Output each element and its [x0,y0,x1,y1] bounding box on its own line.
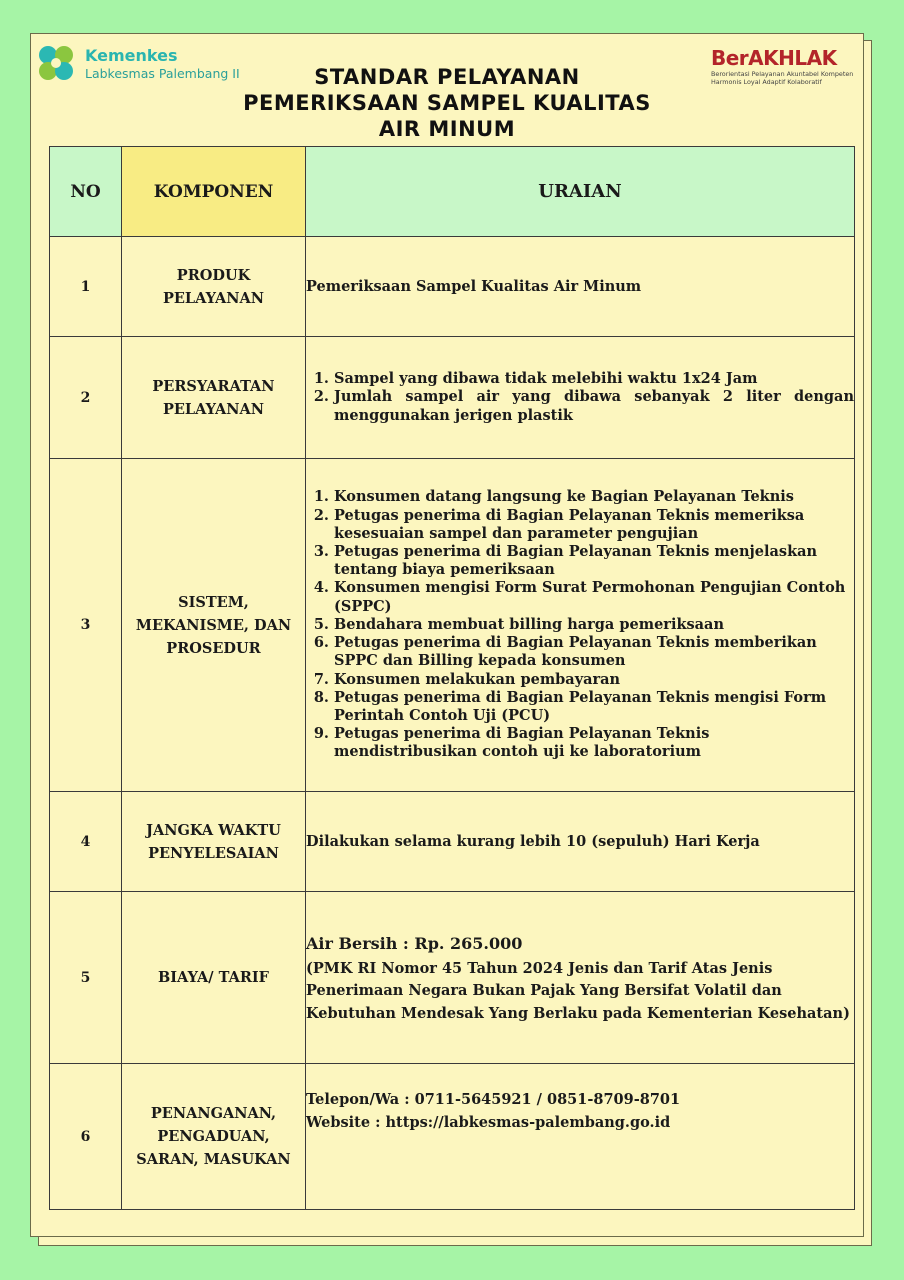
requirements-list [306,370,854,425]
komponen-line: PENANGANAN, [150,1105,277,1122]
table-row [50,459,855,792]
row-uraian [306,337,855,459]
table-row [50,337,855,459]
komponen-line: PENYELESAIAN [148,844,279,862]
list-item: 7. Konsumen melakukan pembayaran [334,671,854,689]
row-komponen [122,459,306,792]
komponen-line: PRODUK [176,266,251,284]
header-uraian: URAIAN [306,147,855,237]
row-komponen [122,892,306,1064]
komponen-line: SISTEM, [178,593,249,611]
list-item: 8. Petugas penerima di Bagian Pelayanan Teknis mengisi Form Perintah Contoh Uji (PCU) [334,689,854,725]
row-komponen [122,337,306,459]
tariff-note-line: Penerimaan Negara Bukan Pajak Yang Bersifat Volatil dan [306,982,782,1000]
procedure-list [306,488,854,761]
table-header-row [50,147,855,237]
service-standard-table [49,146,855,1210]
komponen-line: BIAYA/ TARIF [158,969,269,986]
row-uraian: Pemeriksaan Sampel Kualitas Air Minum [306,237,855,337]
komponen-line: PENGADUAN, [157,1128,270,1145]
service-standard-sheet [30,33,864,1237]
contact-website[interactable]: Website : https://labkesmas-palembang.go.id [306,1114,671,1131]
list-item: 9. Petugas penerima di Bagian Pelayanan Teknis mendistribusikan contoh uji ke laboratorium [334,725,854,761]
table-row [50,892,855,1064]
table-row [50,792,855,892]
list-item: 5. Bendahara membuat billing harga pemeriksaan [334,616,854,634]
row-komponen [122,792,306,892]
logo-unit: Labkesmas Palembang II [85,66,240,81]
row-number: 3 [50,459,122,792]
title-line-3: AIR MINUM [378,117,516,141]
header-no: NO [50,147,122,237]
komponen-line: PERSYARATAN [152,377,275,395]
list-item: 4. Konsumen mengisi Form Surat Permohonan Pengujian Contoh (SPPC) [334,579,854,615]
row-number: 6 [50,1064,122,1210]
row-komponen [122,237,306,337]
row-number: 1 [50,237,122,337]
header-komponen: KOMPONEN [122,147,306,237]
list-item: 1. Konsumen datang langsung ke Bagian Pelayanan Teknis [334,488,854,506]
list-item: 6. Petugas penerima di Bagian Pelayanan Teknis memberikan SPPC dan Billing kepada konsumen [334,634,854,670]
row-uraian [306,892,855,1064]
list-item: 1. Sampel yang dibawa tidak melebihi waktu 1x24 Jam [334,370,854,388]
list-item: 2. Jumlah sampel air yang dibawa sebanyak 2 liter dengan menggunakan jerigen plastik [334,388,854,424]
row-uraian [306,459,855,792]
row-number: 4 [50,792,122,892]
row-uraian: Dilakukan selama kurang lebih 10 (sepuluh) Hari Kerja [306,792,855,892]
page-title [31,64,863,142]
komponen-line: MEKANISME, DAN [135,616,292,634]
list-item: 2. Petugas penerima di Bagian Pelayanan Teknis memeriksa kesesuaian sampel dan parameter pengujian [334,507,854,543]
row-number: 5 [50,892,122,1064]
berakhlak-tagline-2: Harmonis Loyal Adaptif Kolaboratif [711,78,822,86]
tariff-amount: Air Bersih : Rp. 265.000 [306,933,523,953]
komponen-line: PELAYANAN [162,400,265,418]
tariff-note-line: Kebutuhan Mendesak Yang Berlaku pada Kementerian Kesehatan) [306,1004,850,1022]
title-line-1: STANDAR PELAYANAN [314,65,580,89]
komponen-line: SARAN, MASUKAN [136,1151,291,1168]
row-number: 2 [50,337,122,459]
tariff-note-line: (PMK RI Nomor 45 Tahun 2024 Jenis dan Tarif Atas Jenis [306,959,773,977]
title-line-2: PEMERIKSAAN SAMPEL KUALITAS [243,91,651,115]
komponen-line: PELAYANAN [162,289,265,307]
table-row [50,237,855,337]
berakhlak-wordmark: BerAKHLAK [711,46,837,70]
komponen-line: PROSEDUR [166,639,261,657]
contact-phone: Telepon/Wa : 0711-5645921 / 0851-8709-8701 [306,1091,681,1108]
row-uraian [306,1064,855,1210]
row-komponen [122,1064,306,1210]
table-row [50,1064,855,1210]
logo-brand: Kemenkes [85,46,178,65]
berakhlak-tagline-1: Berorientasi Pelayanan Akuntabel Kompeten [711,70,854,78]
komponen-line: JANGKA WAKTU [146,821,281,839]
list-item: 3. Petugas penerima di Bagian Pelayanan Teknis menjelaskan tentang biaya pemeriksaan [334,543,854,579]
